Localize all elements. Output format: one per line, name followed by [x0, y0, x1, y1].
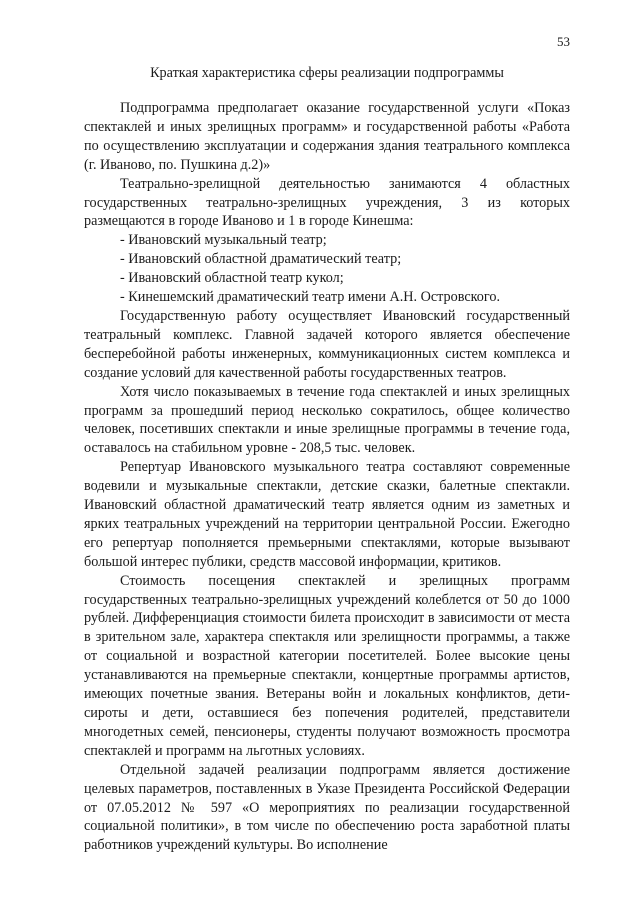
paragraph-subprogram-service: Подпрограмма предполагает оказание государственной услуги «Показ спектаклей и иных зрелищных программ» и государственной работы «Работа по осуществлению эксплуатации и содержания здания театрального комплекса (г. Иваново, по. Пушкина д.2)»: [84, 100, 570, 173]
section-title: Краткая характеристика сферы реализации подпрограммы: [150, 65, 504, 81]
paragraph-audience: Хотя число показываемых в течение года спектаклей и иных зрелищных программ за прошедший период несколько сократилось, общее количество человек, посетивших спектакли и иные зрелищные программы в течение года, оставалось на стабильном уровне - 208,5 тыс. человек.: [84, 383, 570, 457]
paragraph-theatre-complex: Государственную работу осуществляет Ивановский государственный театральный комплекс. Главной задачей которого является обеспечение бесперебойной работы инженерных, коммуникационных систем комплекса и создание условий для качественной работы государственных театров.: [84, 307, 570, 381]
theatre-list-item: - Ивановский областной театр кукол;: [120, 270, 344, 287]
paragraph-ticket-prices: Стоимость посещения спектаклей и зрелищных программ государственных театрально-зрелищных учреждений колеблется от 50 до 1000 рублей. Дифференциация стоимости билета происходит в зависимости от места в зрительном зале, характера спектакля или зрелищности программы, а также от социальной и возрастной категории посетителей. Более высокие цены устанавливаются на премьерные спектакли, концертные программы артистов, имеющих почетные звания. Ветераны войн и локальных конфликтов, дети-сироты и дети, оставшиеся без попечения родителей, представители многодетных семей, пенсионеры, студенты получают возможность просмотра спектаклей и программ на льготных условиях.: [84, 572, 570, 759]
document-page: [84, 34, 570, 855]
paragraph-theatre-institutions: Театрально-зрелищной деятельностью занимаются 4 областных государственных театрально-зрелищных учреждения, 3 из которых размещаются в городе Иваново и 1 в городе Кинешма:: [84, 175, 570, 230]
page-number: 53: [557, 34, 570, 49]
paragraph-repertoire: Репертуар Ивановского музыкального театра составляют современные водевили и музыкальные спектакли, детские сказки, балетные спектакли. Ивановский областной драматический театр является одним из заметных и ярких театральных учреждений на территории центральной России. Ежегодно его репертуар пополняется премьерными спектаклями, которые вызывают большой интерес публики, средств массовой информации, критиков.: [84, 459, 570, 570]
theatre-list-item: - Ивановский областной драматический театр;: [120, 251, 402, 268]
document-body: [84, 99, 570, 855]
theatre-list: [84, 231, 570, 307]
theatre-list-item: - Кинешемский драматический театр имени А.Н. Островского.: [120, 289, 500, 306]
theatre-list-item: - Ивановский музыкальный театр;: [120, 232, 327, 249]
paragraph-presidential-decree: Отдельной задачей реализации подпрограмм является достижение целевых параметров, поставленных в Указе Президента Российской Федерации от 07.05.2012 № 597 «О мероприятиях по реализации государственной социальной политики», в том числе по обеспечению роста заработной платы работников учреждений культуры. Во исполнение: [84, 761, 570, 854]
